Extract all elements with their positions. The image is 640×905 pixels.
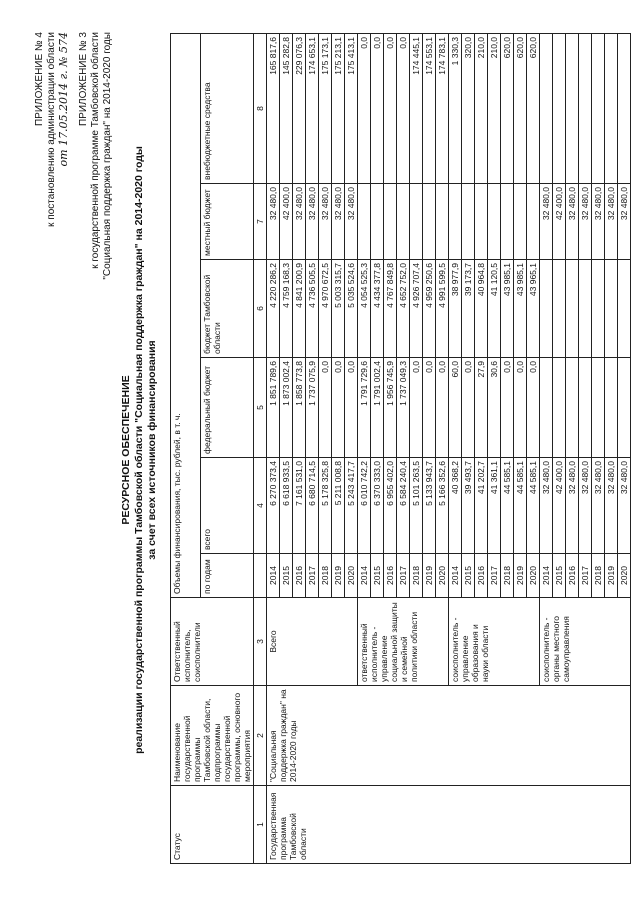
executor-cell: соисполнитель - управление образования и науки области [449,598,540,686]
cell-federal [579,358,592,458]
column-index: 1 [254,786,267,864]
table-body [267,33,631,863]
cell-local [488,184,501,260]
cell-local: 32 480,0 [605,184,618,260]
cell-local: 32 480,0 [566,184,579,260]
cell-total: 32 480,0 [605,458,618,554]
cell-local [384,184,397,260]
cell-local [371,184,384,260]
cell-local: 32 480,0 [332,184,345,260]
cell-extra [579,33,592,183]
cell-regional: 5 035 524,6 [345,260,358,358]
document-title [120,60,159,840]
header-regional: бюджет Тамбовской области [200,260,253,358]
cell-year: 2016 [475,554,488,598]
cell-total: 44 585,1 [514,458,527,554]
column-index [254,554,267,598]
cell-local: 32 480,0 [592,184,605,260]
column-index: 3 [254,598,267,686]
cell-regional: 38 977,9 [449,260,462,358]
title-line3: за счет всех источников финансирования [146,340,158,560]
cell-year: 2014 [267,554,280,598]
header-status: Статус [171,786,254,864]
cell-year: 2014 [540,554,553,598]
program-appendix-number: ПРИЛОЖЕНИЕ № 3 [78,32,89,126]
appendix-number: ПРИЛОЖЕНИЕ № 4 [34,32,45,126]
cell-local [527,184,540,260]
cell-total: 44 585,1 [501,458,514,554]
funding-table [170,33,631,864]
cell-federal [618,358,631,458]
cell-total: 32 480,0 [566,458,579,554]
header-name: Наименование государственной программы Тамбовской области, подпрограммы государственной программы, основного мероприятия [171,686,254,786]
cell-total: 42 400,0 [553,458,566,554]
cell-total: 5 243 417,7 [345,458,358,554]
cell-year: 2017 [306,554,319,598]
cell-extra: 175 413,1 [345,33,358,183]
cell-year: 2016 [384,554,397,598]
cell-total: 5 178 325,8 [319,458,332,554]
cell-total: 5 133 943,7 [423,458,436,554]
cell-local [462,184,475,260]
cell-extra: 174 553,1 [423,33,436,183]
cell-regional: 40 964,8 [475,260,488,358]
cell-regional [605,260,618,358]
cell-federal [540,358,553,458]
cell-year: 2019 [423,554,436,598]
cell-federal [592,358,605,458]
title-line1: РЕСУРСНОЕ ОБЕСПЕЧЕНИЕ [120,375,132,525]
cell-year: 2018 [410,554,423,598]
column-index-row [254,33,267,863]
cell-regional: 43 985,1 [501,260,514,358]
executor-cell: ответственный исполнитель - управление социальной защиты и семейной политики области [358,598,449,686]
cell-year: 2020 [527,554,540,598]
cell-regional: 4 926 707,4 [410,260,423,358]
cell-total: 6 010 742,2 [358,458,371,554]
cell-extra: 0,0 [397,33,410,183]
cell-local: 32 480,0 [579,184,592,260]
cell-total: 6 955 402,0 [384,458,397,554]
header-executor: Ответственный исполнитель, соисполнители [171,598,254,686]
cell-extra: 0,0 [384,33,397,183]
cell-total: 44 585,1 [527,458,540,554]
cell-total: 5 101 263,5 [410,458,423,554]
cell-total: 40 368,2 [449,458,462,554]
cell-year: 2015 [462,554,475,598]
executor-cell: Всего [267,598,358,686]
cell-federal [566,358,579,458]
cell-year: 2014 [358,554,371,598]
cell-regional [592,260,605,358]
cell-total: 6 584 240,4 [397,458,410,554]
cell-local [449,184,462,260]
cell-extra [540,33,553,183]
cell-extra: 620,0 [501,33,514,183]
appendix-header [34,32,70,227]
column-index: 6 [254,260,267,358]
cell-year: 2019 [605,554,618,598]
cell-total: 32 480,0 [592,458,605,554]
cell-year: 2015 [280,554,293,598]
cell-extra: 174 445,1 [410,33,423,183]
cell-local: 32 480,0 [293,184,306,260]
cell-federal: 1 737 049,3 [397,358,410,458]
cell-federal: 0,0 [410,358,423,458]
header-local: местный бюджет [200,184,253,260]
cell-regional: 39 173,7 [462,260,475,358]
cell-local [423,184,436,260]
cell-federal: 1 956 745,9 [384,358,397,458]
cell-regional: 5 003 315,7 [332,260,345,358]
cell-year: 2020 [345,554,358,598]
cell-local: 32 480,0 [306,184,319,260]
cell-extra: 210,0 [475,33,488,183]
cell-regional: 4 959 250,6 [423,260,436,358]
cell-extra [566,33,579,183]
cell-total: 7 161 531,0 [293,458,306,554]
cell-total: 32 480,0 [618,458,631,554]
cell-regional: 4 767 849,8 [384,260,397,358]
cell-federal: 1 851 789,6 [267,358,280,458]
cell-regional [618,260,631,358]
cell-local [475,184,488,260]
cell-federal: 0,0 [423,358,436,458]
header-funding: Объемы финансирования, тыс. рублей, в т. ч. [171,33,201,597]
cell-local [514,184,527,260]
cell-year: 2019 [332,554,345,598]
header-federal: федеральный бюджет [200,358,253,458]
document-page [20,20,629,880]
column-index: 8 [254,33,267,183]
cell-total: 5 211 008,8 [332,458,345,554]
title-line2: реализации государственной программы Тамбовской области "Социальная поддержка граждан" на 2014-2020 годы [133,146,145,754]
column-index: 5 [254,358,267,458]
header-total: всего [200,458,253,554]
cell-federal [553,358,566,458]
cell-extra [618,33,631,183]
program-name-cell: "Социальная поддержка граждан" на 2014-2020 годы [267,686,631,786]
cell-extra: 174 783,1 [436,33,449,183]
cell-regional: 4 220 286,2 [267,260,280,358]
cell-regional: 4 736 505,5 [306,260,319,358]
cell-federal: 0,0 [527,358,540,458]
status-cell: Государственная программа Тамбовской области [267,786,631,864]
cell-year: 2017 [397,554,410,598]
cell-regional: 43 985,1 [514,260,527,358]
cell-total: 39 493,7 [462,458,475,554]
cell-local [501,184,514,260]
cell-local: 32 480,0 [345,184,358,260]
column-index: 2 [254,686,267,786]
cell-extra: 320,0 [462,33,475,183]
cell-total: 6 370 333,0 [371,458,384,554]
cell-total: 41 361,1 [488,458,501,554]
cell-year: 2015 [553,554,566,598]
cell-regional: 41 120,5 [488,260,501,358]
cell-extra: 175 213,1 [332,33,345,183]
cell-extra: 620,0 [514,33,527,183]
cell-extra: 175 173,1 [319,33,332,183]
cell-federal: 0,0 [501,358,514,458]
cell-total: 6 618 933,5 [280,458,293,554]
cell-year: 2016 [293,554,306,598]
cell-year: 2019 [514,554,527,598]
cell-extra [592,33,605,183]
cell-extra: 165 817,6 [267,33,280,183]
cell-year: 2017 [579,554,592,598]
cell-total: 6 680 714,5 [306,458,319,554]
cell-extra: 0,0 [371,33,384,183]
cell-year: 2020 [436,554,449,598]
cell-regional: 4 970 672,5 [319,260,332,358]
cell-federal: 1 873 002,4 [280,358,293,458]
cell-federal: 60,0 [449,358,462,458]
cell-year: 2018 [501,554,514,598]
cell-federal: 27,9 [475,358,488,458]
executor-cell: соисполнитель - органы местного самоуправления [540,598,631,686]
cell-year: 2018 [319,554,332,598]
cell-total: 5 166 352,6 [436,458,449,554]
cell-federal: 1 791 002,4 [371,358,384,458]
cell-local [397,184,410,260]
cell-regional [566,260,579,358]
cell-local: 32 480,0 [319,184,332,260]
cell-extra [553,33,566,183]
cell-federal: 1 737 075,9 [306,358,319,458]
cell-regional: 4 434 377,8 [371,260,384,358]
cell-year: 2014 [449,554,462,598]
cell-extra: 620,0 [527,33,540,183]
cell-extra: 174 653,1 [306,33,319,183]
cell-total: 32 480,0 [579,458,592,554]
cell-regional: 43 965,1 [527,260,540,358]
header-by-years: по годам [200,554,253,598]
cell-extra [605,33,618,183]
cell-extra: 210,0 [488,33,501,183]
cell-extra: 1 330,3 [449,33,462,183]
cell-regional: 4 759 168,3 [280,260,293,358]
cell-extra: 0,0 [358,33,371,183]
cell-local: 42 400,0 [553,184,566,260]
cell-local [358,184,371,260]
cell-regional [553,260,566,358]
column-index: 7 [254,184,267,260]
program-ref-line2: "Социальная поддержка граждан" на 2014-2020 годы [102,32,113,280]
cell-federal: 0,0 [462,358,475,458]
cell-federal: 0,0 [319,358,332,458]
cell-year: 2020 [618,554,631,598]
cell-local: 32 480,0 [267,184,280,260]
cell-regional: 4 652 752,0 [397,260,410,358]
cell-federal: 0,0 [332,358,345,458]
table-row [267,33,280,863]
cell-total: 41 202,7 [475,458,488,554]
cell-federal [605,358,618,458]
cell-local [410,184,423,260]
cell-regional: 4 054 525,3 [358,260,371,358]
header-extra: внебюджетные средства [200,33,253,183]
cell-regional: 4 841 200,9 [293,260,306,358]
cell-federal: 1 858 773,8 [293,358,306,458]
cell-local [436,184,449,260]
cell-regional [579,260,592,358]
column-index: 4 [254,458,267,554]
cell-local: 32 480,0 [540,184,553,260]
cell-federal: 0,0 [345,358,358,458]
cell-regional [540,260,553,358]
cell-year: 2017 [488,554,501,598]
cell-regional: 4 991 599,5 [436,260,449,358]
cell-local: 42 400,0 [280,184,293,260]
cell-year: 2018 [592,554,605,598]
cell-year: 2016 [566,554,579,598]
cell-year: 2015 [371,554,384,598]
cell-federal: 0,0 [514,358,527,458]
cell-federal: 1 791 729,6 [358,358,371,458]
program-appendix-header [78,32,114,280]
cell-extra: 229 076,3 [293,33,306,183]
cell-extra: 145 282,8 [280,33,293,183]
resolution-ref: к постановлению администрации области [46,32,57,227]
cell-total: 6 270 373,4 [267,458,280,554]
cell-total: 32 480,0 [540,458,553,554]
resolution-date: от 17.05.2014 г. № 574 [57,32,70,167]
cell-federal: 30,6 [488,358,501,458]
program-ref-line1: к государственной программе Тамбовской области [90,32,101,269]
cell-local: 32 480,0 [618,184,631,260]
cell-federal: 0,0 [436,358,449,458]
